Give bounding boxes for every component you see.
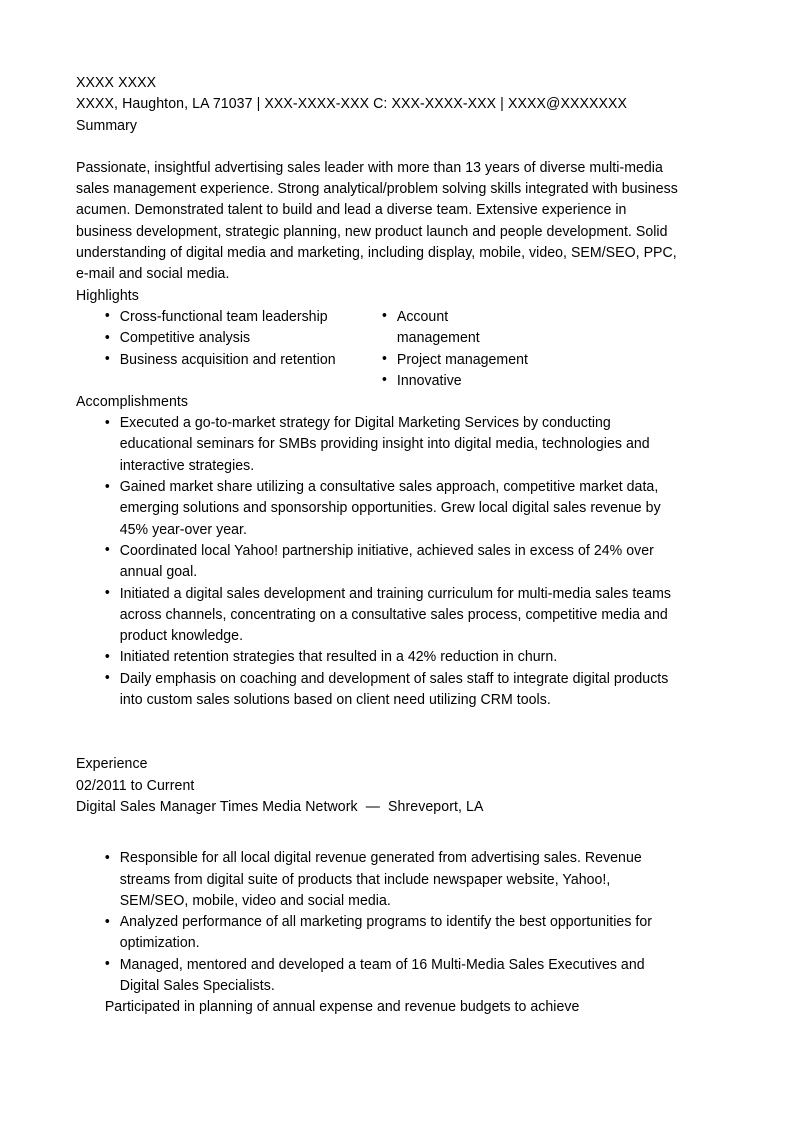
experience-trailing-text: Participated in planning of annual expense and revenue budgets to achieve xyxy=(104,998,580,1016)
list-item: • Innovative xyxy=(353,370,530,391)
list-item: • Initiated a digital sales development and training curriculum for multi-media sales teams across channels, concentrating on a consultative sales process, competitive media and product knowledge. xyxy=(76,583,679,647)
experience-title-line: Digital Sales Manager Times Media Network — Shreveport, LA xyxy=(76,797,484,815)
list-item: • Managed, mentored and developed a team of 16 Multi-Media Sales Executives and Digital Sales Specialists. xyxy=(76,954,679,997)
list-item: • Project management xyxy=(353,349,530,370)
list-item: • Business acquisition and retention xyxy=(76,349,355,370)
list-item: • Gained market share utilizing a consultative sales approach, competitive market data, emerging solutions and sponsorship opportunities. Grew local digital sales revenue by 45% year-over year. xyxy=(76,476,679,540)
list-item: • Initiated retention strategies that resulted in a 42% reduction in churn. xyxy=(76,646,679,667)
highlights-column-right xyxy=(353,306,530,391)
highlights-columns xyxy=(76,306,679,389)
spacer xyxy=(76,817,679,847)
experience-dates: 02/2011 to Current xyxy=(76,776,195,794)
spacer xyxy=(76,710,679,753)
highlights-list-right xyxy=(353,306,530,391)
list-item: • Cross-functional team leadership xyxy=(76,306,355,327)
list-item: • Competitive analysis xyxy=(76,327,355,348)
experience-list xyxy=(76,847,679,996)
spacer xyxy=(76,136,679,157)
list-item: • Daily emphasis on coaching and development of sales staff to integrate digital products into custom sales solutions based on client need utilizing CRM tools. xyxy=(76,668,679,711)
highlights-list-left xyxy=(76,306,355,370)
list-item: • Executed a go-to-market strategy for Digital Marketing Services by conducting educational seminars for SMBs providing insight into digital media, technologies and interactive strategies. xyxy=(76,412,679,476)
contact-info-line: XXXX, Haughton, LA 71037 | XXX-XXXX-XXX C: XXX-XXXX-XXX | XXXX@XXXXXXX xyxy=(76,95,628,113)
accomplishments-list xyxy=(76,412,679,710)
section-heading-experience: Experience xyxy=(76,755,148,773)
section-heading-highlights: Highlights xyxy=(76,286,139,304)
resume-document-body xyxy=(76,72,679,1018)
highlights-column-left xyxy=(76,306,355,370)
section-heading-accomplishments: Accomplishments xyxy=(76,392,189,410)
section-heading-summary: Summary xyxy=(76,116,138,134)
candidate-name: XXXX XXXX xyxy=(76,74,157,91)
list-item: • Account management xyxy=(353,306,530,349)
list-item: • Coordinated local Yahoo! partnership initiative, achieved sales in excess of 24% over annual goal. xyxy=(76,540,679,583)
list-item: • Responsible for all local digital revenue generated from advertising sales. Revenue streams from digital suite of products that include newspaper website, Yahoo!, SEM/SEO, mobile, video and social media. xyxy=(76,847,679,911)
list-item: • Analyzed performance of all marketing programs to identify the best opportunities for optimization. xyxy=(76,911,679,954)
summary-paragraph: Passionate, insightful advertising sales leader with more than 13 years of diverse multi-media sales management experience. Strong analytical/problem solving skills integrated with business acumen. Demonstrated talent to build and lead a diverse team. Extensive experience in business development, strategic planning, new product launch and people development. Solid understanding of digital media and marketing, including display, mobile, video, SEM/SEO, PPC, e-mail and social media. xyxy=(76,158,678,283)
